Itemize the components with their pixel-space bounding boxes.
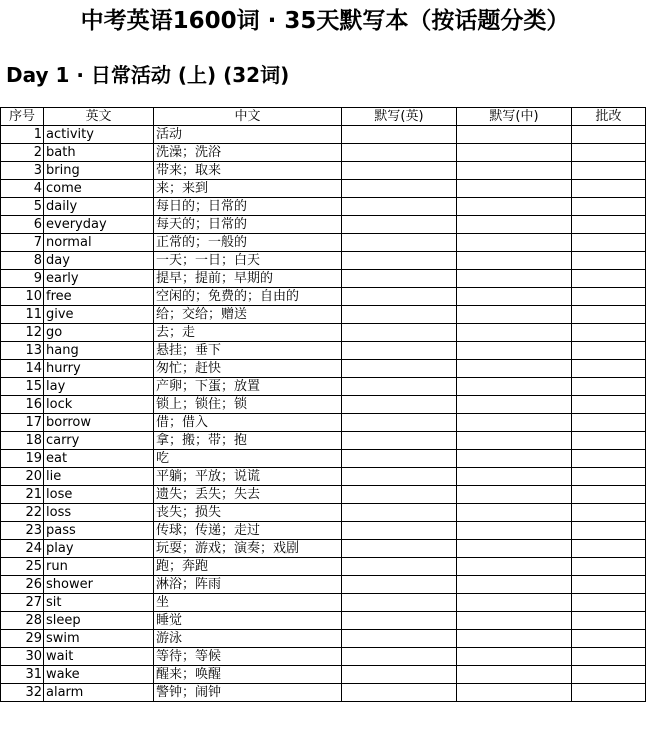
- dictation-chinese-cell[interactable]: [457, 594, 572, 612]
- row-index: 23: [1, 522, 44, 540]
- row-chinese: 拿；搬；带；抱: [154, 432, 342, 450]
- row-index: 8: [1, 252, 44, 270]
- dictation-chinese-cell[interactable]: [457, 234, 572, 252]
- dictation-chinese-cell[interactable]: [457, 216, 572, 234]
- dictation-english-cell[interactable]: [342, 126, 457, 144]
- row-english: wait: [44, 648, 154, 666]
- row-english: swim: [44, 630, 154, 648]
- dictation-chinese-cell[interactable]: [457, 684, 572, 702]
- table-row: [1, 468, 646, 486]
- grading-cell[interactable]: [572, 198, 646, 216]
- dictation-chinese-cell[interactable]: [457, 468, 572, 486]
- row-english: normal: [44, 234, 154, 252]
- grading-cell[interactable]: [572, 486, 646, 504]
- row-english: play: [44, 540, 154, 558]
- table-row: [1, 342, 646, 360]
- dictation-english-cell[interactable]: [342, 450, 457, 468]
- table-row: [1, 198, 646, 216]
- grading-cell[interactable]: [572, 234, 646, 252]
- grading-cell[interactable]: [572, 666, 646, 684]
- dictation-chinese-cell[interactable]: [457, 522, 572, 540]
- row-english: carry: [44, 432, 154, 450]
- header-chinese: 中文: [154, 108, 342, 126]
- grading-cell[interactable]: [572, 612, 646, 630]
- dictation-chinese-cell[interactable]: [457, 486, 572, 504]
- row-index: 25: [1, 558, 44, 576]
- table-row: [1, 558, 646, 576]
- dictation-chinese-cell[interactable]: [457, 324, 572, 342]
- row-english: lie: [44, 468, 154, 486]
- dictation-chinese-cell[interactable]: [457, 378, 572, 396]
- row-english: hurry: [44, 360, 154, 378]
- row-index: 15: [1, 378, 44, 396]
- grading-cell[interactable]: [572, 216, 646, 234]
- row-english: lock: [44, 396, 154, 414]
- dictation-chinese-cell[interactable]: [457, 630, 572, 648]
- row-chinese: 每日的；日常的: [154, 198, 342, 216]
- dictation-english-cell[interactable]: [342, 180, 457, 198]
- vocabulary-table: [0, 107, 646, 702]
- row-index: 19: [1, 450, 44, 468]
- table-row: [1, 306, 646, 324]
- dictation-english-cell[interactable]: [342, 162, 457, 180]
- row-chinese: 传球；传递；走过: [154, 522, 342, 540]
- row-index: 18: [1, 432, 44, 450]
- row-chinese: 洗澡；洗浴: [154, 144, 342, 162]
- row-index: 16: [1, 396, 44, 414]
- row-english: go: [44, 324, 154, 342]
- table-header-row: [1, 108, 646, 126]
- dictation-english-cell[interactable]: [342, 432, 457, 450]
- grading-cell[interactable]: [572, 360, 646, 378]
- grading-cell[interactable]: [572, 522, 646, 540]
- row-english: lose: [44, 486, 154, 504]
- dictation-english-cell[interactable]: [342, 540, 457, 558]
- dictation-english-cell[interactable]: [342, 144, 457, 162]
- table-row: [1, 684, 646, 702]
- dictation-chinese-cell[interactable]: [457, 306, 572, 324]
- row-chinese: 玩耍；游戏；演奏；戏剧: [154, 540, 342, 558]
- row-chinese: 悬挂；垂下: [154, 342, 342, 360]
- header-index: 序号: [1, 108, 44, 126]
- row-index: 31: [1, 666, 44, 684]
- day-subtitle: Day 1 · 日常活动 (上) (32词): [6, 63, 290, 87]
- row-english: bath: [44, 144, 154, 162]
- grading-cell[interactable]: [572, 684, 646, 702]
- dictation-chinese-cell[interactable]: [457, 162, 572, 180]
- grading-cell[interactable]: [572, 576, 646, 594]
- header-dictation-chinese: 默写(中): [457, 108, 572, 126]
- dictation-chinese-cell[interactable]: [457, 666, 572, 684]
- table-row: [1, 576, 646, 594]
- row-chinese: 给；交给；赠送: [154, 306, 342, 324]
- row-chinese: 借；借入: [154, 414, 342, 432]
- row-chinese: 产卵；下蛋；放置: [154, 378, 342, 396]
- dictation-chinese-cell[interactable]: [457, 558, 572, 576]
- dictation-english-cell[interactable]: [342, 288, 457, 306]
- grading-cell[interactable]: [572, 558, 646, 576]
- grading-cell[interactable]: [572, 432, 646, 450]
- row-chinese: 醒来；唤醒: [154, 666, 342, 684]
- dictation-english-cell[interactable]: [342, 630, 457, 648]
- row-english: eat: [44, 450, 154, 468]
- row-chinese: 游泳: [154, 630, 342, 648]
- table-row: [1, 594, 646, 612]
- row-index: 17: [1, 414, 44, 432]
- dictation-english-cell[interactable]: [342, 396, 457, 414]
- row-index: 14: [1, 360, 44, 378]
- dictation-english-cell[interactable]: [342, 468, 457, 486]
- row-chinese: 活动: [154, 126, 342, 144]
- row-index: 29: [1, 630, 44, 648]
- row-english: loss: [44, 504, 154, 522]
- grading-cell[interactable]: [572, 270, 646, 288]
- table-row: [1, 324, 646, 342]
- row-english: activity: [44, 126, 154, 144]
- grading-cell[interactable]: [572, 396, 646, 414]
- row-chinese: 遗失；丢失；失去: [154, 486, 342, 504]
- dictation-english-cell[interactable]: [342, 522, 457, 540]
- row-index: 30: [1, 648, 44, 666]
- table-row: [1, 612, 646, 630]
- dictation-chinese-cell[interactable]: [457, 414, 572, 432]
- header-dictation-english: 默写(英): [342, 108, 457, 126]
- table-row: [1, 666, 646, 684]
- row-chinese: 去；走: [154, 324, 342, 342]
- row-chinese: 睡觉: [154, 612, 342, 630]
- row-chinese: 提早；提前；早期的: [154, 270, 342, 288]
- dictation-chinese-cell[interactable]: [457, 450, 572, 468]
- row-index: 22: [1, 504, 44, 522]
- row-index: 20: [1, 468, 44, 486]
- dictation-chinese-cell[interactable]: [457, 360, 572, 378]
- row-english: alarm: [44, 684, 154, 702]
- dictation-chinese-cell[interactable]: [457, 126, 572, 144]
- row-chinese: 跑；奔跑: [154, 558, 342, 576]
- dictation-english-cell[interactable]: [342, 342, 457, 360]
- row-index: 32: [1, 684, 44, 702]
- table-row: [1, 360, 646, 378]
- dictation-english-cell[interactable]: [342, 270, 457, 288]
- dictation-chinese-cell[interactable]: [457, 396, 572, 414]
- dictation-english-cell[interactable]: [342, 324, 457, 342]
- row-chinese: 一天；一日；白天: [154, 252, 342, 270]
- table-row: [1, 486, 646, 504]
- table-row: [1, 252, 646, 270]
- table-row: [1, 504, 646, 522]
- row-index: 5: [1, 198, 44, 216]
- dictation-english-cell[interactable]: [342, 306, 457, 324]
- grading-cell[interactable]: [572, 306, 646, 324]
- grading-cell[interactable]: [572, 450, 646, 468]
- dictation-chinese-cell[interactable]: [457, 252, 572, 270]
- table-row: [1, 144, 646, 162]
- grading-cell[interactable]: [572, 324, 646, 342]
- row-english: lay: [44, 378, 154, 396]
- grading-cell[interactable]: [572, 342, 646, 360]
- table-row: [1, 648, 646, 666]
- row-chinese: 来；来到: [154, 180, 342, 198]
- row-english: sit: [44, 594, 154, 612]
- row-index: 2: [1, 144, 44, 162]
- page-title: 中考英语1600词 · 35天默写本（按话题分类）: [80, 8, 570, 34]
- row-index: 11: [1, 306, 44, 324]
- grading-cell[interactable]: [572, 630, 646, 648]
- table-row: [1, 162, 646, 180]
- dictation-chinese-cell[interactable]: [457, 288, 572, 306]
- row-chinese: 丧失；损失: [154, 504, 342, 522]
- dictation-chinese-cell[interactable]: [457, 612, 572, 630]
- dictation-chinese-cell[interactable]: [457, 504, 572, 522]
- row-chinese: 匆忙；赶快: [154, 360, 342, 378]
- table-row: [1, 450, 646, 468]
- table-row: [1, 234, 646, 252]
- row-english: pass: [44, 522, 154, 540]
- dictation-chinese-cell[interactable]: [457, 432, 572, 450]
- dictation-english-cell[interactable]: [342, 252, 457, 270]
- grading-cell[interactable]: [572, 126, 646, 144]
- header-grading: 批改: [572, 108, 646, 126]
- row-index: 3: [1, 162, 44, 180]
- grading-cell[interactable]: [572, 468, 646, 486]
- grading-cell[interactable]: [572, 288, 646, 306]
- dictation-english-cell[interactable]: [342, 360, 457, 378]
- row-english: come: [44, 180, 154, 198]
- dictation-english-cell[interactable]: [342, 576, 457, 594]
- table-row: [1, 216, 646, 234]
- grading-cell[interactable]: [572, 162, 646, 180]
- row-english: free: [44, 288, 154, 306]
- row-english: give: [44, 306, 154, 324]
- dictation-chinese-cell[interactable]: [457, 648, 572, 666]
- grading-cell[interactable]: [572, 540, 646, 558]
- dictation-english-cell[interactable]: [342, 414, 457, 432]
- grading-cell[interactable]: [572, 648, 646, 666]
- table-row: [1, 414, 646, 432]
- dictation-chinese-cell[interactable]: [457, 144, 572, 162]
- row-index: 27: [1, 594, 44, 612]
- dictation-chinese-cell[interactable]: [457, 180, 572, 198]
- table-row: [1, 522, 646, 540]
- row-index: 13: [1, 342, 44, 360]
- row-english: run: [44, 558, 154, 576]
- grading-cell[interactable]: [572, 144, 646, 162]
- dictation-english-cell[interactable]: [342, 234, 457, 252]
- row-index: 9: [1, 270, 44, 288]
- table-row: [1, 126, 646, 144]
- row-index: 24: [1, 540, 44, 558]
- dictation-chinese-cell[interactable]: [457, 270, 572, 288]
- dictation-english-cell[interactable]: [342, 378, 457, 396]
- row-chinese: 等待；等候: [154, 648, 342, 666]
- row-english: everyday: [44, 216, 154, 234]
- row-chinese: 空闲的；免费的；自由的: [154, 288, 342, 306]
- grading-cell[interactable]: [572, 252, 646, 270]
- grading-cell[interactable]: [572, 594, 646, 612]
- row-index: 26: [1, 576, 44, 594]
- dictation-chinese-cell[interactable]: [457, 342, 572, 360]
- dictation-english-cell[interactable]: [342, 486, 457, 504]
- row-index: 6: [1, 216, 44, 234]
- row-english: bring: [44, 162, 154, 180]
- row-chinese: 警钟；闹钟: [154, 684, 342, 702]
- grading-cell[interactable]: [572, 180, 646, 198]
- table-row: [1, 540, 646, 558]
- row-chinese: 平躺；平放；说谎: [154, 468, 342, 486]
- row-english: shower: [44, 576, 154, 594]
- table-row: [1, 378, 646, 396]
- row-index: 7: [1, 234, 44, 252]
- dictation-english-cell[interactable]: [342, 666, 457, 684]
- row-english: hang: [44, 342, 154, 360]
- table-row: [1, 288, 646, 306]
- dictation-chinese-cell[interactable]: [457, 198, 572, 216]
- dictation-english-cell[interactable]: [342, 648, 457, 666]
- row-english: day: [44, 252, 154, 270]
- row-english: borrow: [44, 414, 154, 432]
- dictation-chinese-cell[interactable]: [457, 576, 572, 594]
- grading-cell[interactable]: [572, 504, 646, 522]
- row-index: 28: [1, 612, 44, 630]
- row-english: wake: [44, 666, 154, 684]
- row-chinese: 每天的；日常的: [154, 216, 342, 234]
- row-index: 12: [1, 324, 44, 342]
- row-english: sleep: [44, 612, 154, 630]
- table-row: [1, 180, 646, 198]
- row-index: 21: [1, 486, 44, 504]
- row-index: 10: [1, 288, 44, 306]
- row-chinese: 带来；取来: [154, 162, 342, 180]
- row-english: daily: [44, 198, 154, 216]
- dictation-english-cell[interactable]: [342, 612, 457, 630]
- table-row: [1, 270, 646, 288]
- row-index: 4: [1, 180, 44, 198]
- row-index: 1: [1, 126, 44, 144]
- dictation-english-cell[interactable]: [342, 558, 457, 576]
- dictation-english-cell[interactable]: [342, 198, 457, 216]
- row-chinese: 正常的；一般的: [154, 234, 342, 252]
- header-english: 英文: [44, 108, 154, 126]
- row-english: early: [44, 270, 154, 288]
- dictation-english-cell[interactable]: [342, 684, 457, 702]
- dictation-english-cell[interactable]: [342, 504, 457, 522]
- row-chinese: 坐: [154, 594, 342, 612]
- dictation-english-cell[interactable]: [342, 594, 457, 612]
- row-chinese: 吃: [154, 450, 342, 468]
- grading-cell[interactable]: [572, 378, 646, 396]
- dictation-english-cell[interactable]: [342, 216, 457, 234]
- dictation-chinese-cell[interactable]: [457, 540, 572, 558]
- row-chinese: 锁上；锁住；锁: [154, 396, 342, 414]
- table-row: [1, 432, 646, 450]
- grading-cell[interactable]: [572, 414, 646, 432]
- table-row: [1, 396, 646, 414]
- table-row: [1, 630, 646, 648]
- row-chinese: 淋浴；阵雨: [154, 576, 342, 594]
